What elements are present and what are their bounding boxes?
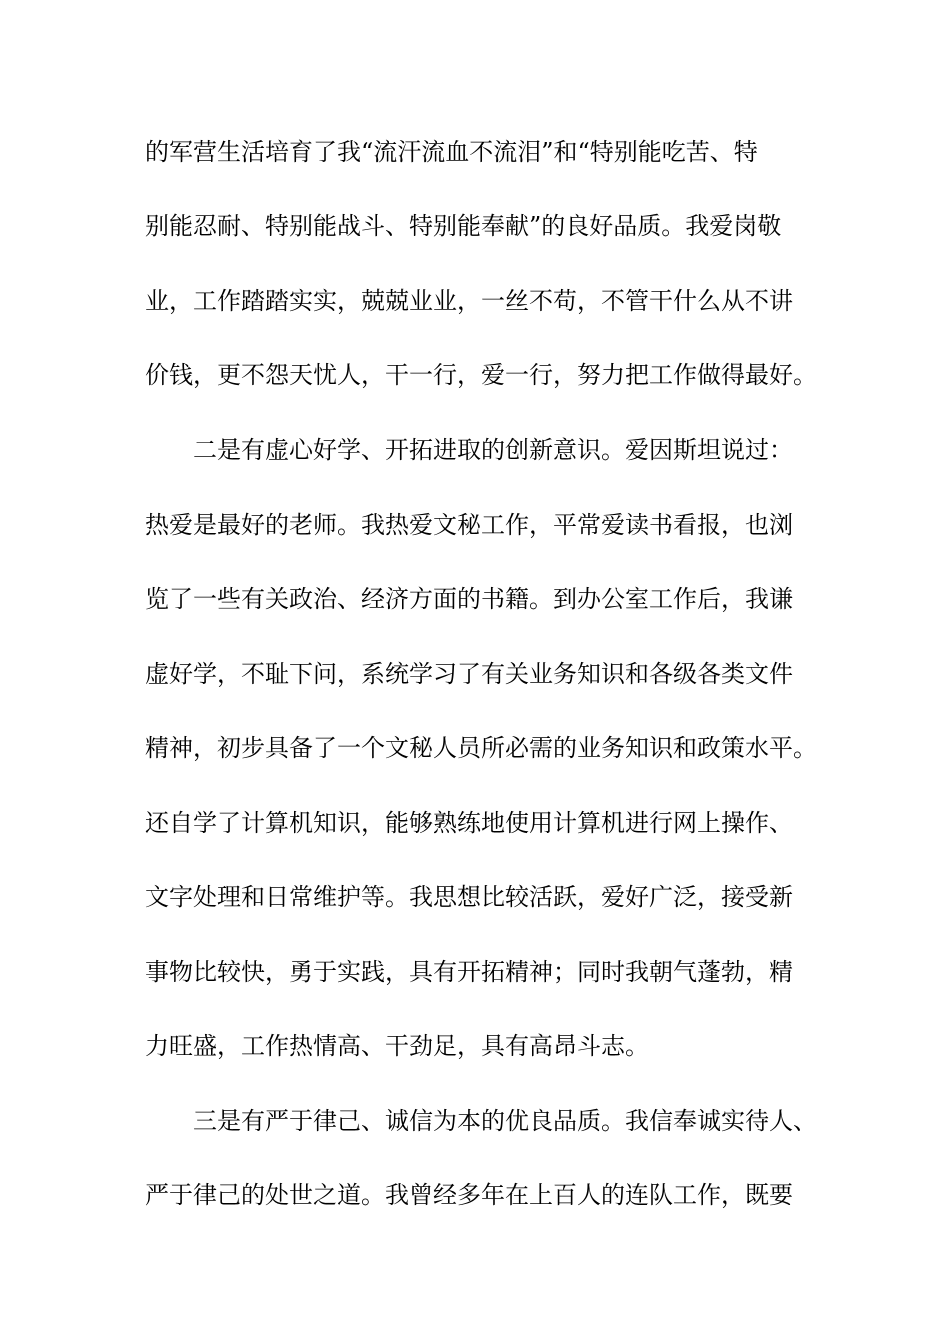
text-line: 严于律己的处世之道。我曾经多年在上百人的连队工作，既要 (145, 1181, 793, 1209)
text-line: 还自学了计算机知识，能够熟练地使用计算机进行网上操作、 (145, 809, 793, 837)
text-line: 力旺盛，工作热情高、干劲足，具有高昂斗志。 (145, 1032, 649, 1060)
text-line: 文字处理和日常维护等。我思想比较活跃，爱好广泛，接受新 (145, 883, 793, 911)
paragraph-first-line: 二是有虚心好学、开拓进取的创新意识。爱因斯坦说过： (193, 436, 793, 464)
text-line: 览了一些有关政治、经济方面的书籍。到办公室工作后，我谦 (145, 585, 793, 613)
text-line: 的军营生活培育了我“流汗流血不流泪”和“特别能吃苦、特 (145, 138, 758, 166)
text-line: 精神，初步具备了一个文秘人员所必需的业务知识和政策水平。 (145, 734, 817, 762)
text-line: 价钱，更不怨天忧人，干一行，爱一行，努力把工作做得最好。 (145, 361, 817, 389)
text-line: 业，工作踏踏实实，兢兢业业，一丝不苟，不管干什么从不讲 (145, 287, 793, 315)
paragraph-first-line: 三是有严于律己、诚信为本的优良品质。我信奉诚实待人、 (193, 1107, 817, 1135)
text-line: 虚好学，不耻下问，系统学习了有关业务知识和各级各类文件 (145, 660, 793, 688)
text-line: 事物比较快，勇于实践，具有开拓精神；同时我朝气蓬勃，精 (145, 958, 793, 986)
text-line: 别能忍耐、特别能战斗、特别能奉献”的良好品质。我爱岗敬 (145, 212, 782, 240)
text-line: 热爱是最好的老师。我热爱文秘工作，平常爱读书看报，也浏 (145, 511, 793, 539)
